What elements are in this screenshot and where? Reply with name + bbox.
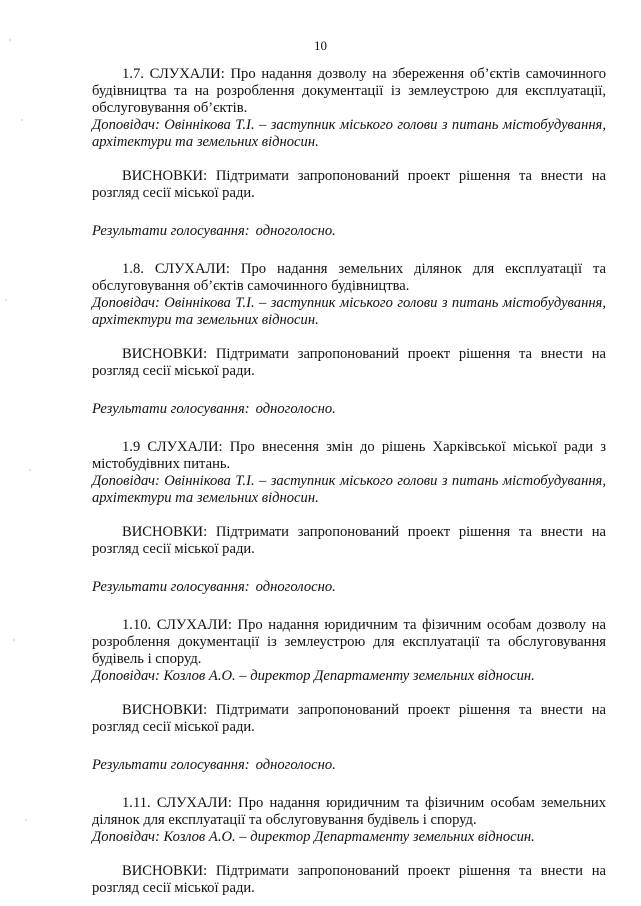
agenda-item-1-9 bbox=[92, 439, 606, 596]
scan-edge-artifact bbox=[0, 0, 44, 906]
vote-label: Результати голосування: bbox=[92, 401, 250, 417]
speaker-line: Доповідач: Козлов А.О. – директор Департаменту земельних відносин. bbox=[92, 829, 535, 845]
agenda-item-1-10 bbox=[92, 617, 606, 774]
vote-label: Результати голосування: bbox=[92, 223, 250, 239]
agenda-item-1-11 bbox=[92, 795, 606, 897]
heard-paragraph: 1.9 СЛУХАЛИ: Про внесення змін до рішень Харківської міської ради з містобудівних питань. bbox=[92, 439, 606, 472]
heard-paragraph: 1.8. СЛУХАЛИ: Про надання земельних ділянок для експлуатації та обслуговування об’єктів самочинного будівництва. bbox=[92, 261, 606, 294]
heard-paragraph: 1.10. СЛУХАЛИ: Про надання юридичним та фізичним особам дозволу на розроблення документації із землеустрою для експлуатації та обслуговування будівель і споруд. bbox=[92, 617, 606, 667]
vote-result: одноголосно. bbox=[255, 757, 336, 773]
conclusion-paragraph: ВИСНОВКИ: Підтримати запропонований проект рішення та внести на розгляд сесії міської ради. bbox=[92, 702, 606, 735]
vote-result-line bbox=[92, 579, 606, 596]
conclusion-paragraph: ВИСНОВКИ: Підтримати запропонований проект рішення та внести на розгляд сесії міської ради. bbox=[92, 346, 606, 379]
vote-label: Результати голосування: bbox=[92, 757, 250, 773]
vote-label: Результати голосування: bbox=[92, 579, 250, 595]
conclusion-paragraph: ВИСНОВКИ: Підтримати запропонований проект рішення та внести на розгляд сесії міської ради. bbox=[92, 168, 606, 201]
document-body bbox=[92, 66, 606, 897]
vote-result: одноголосно. bbox=[255, 401, 336, 417]
conclusion-paragraph: ВИСНОВКИ: Підтримати запропонований проект рішення та внести на розгляд сесії міської ради. bbox=[92, 524, 606, 557]
vote-result-line bbox=[92, 757, 606, 774]
vote-result-line bbox=[92, 401, 606, 418]
speaker-line: Доповідач: Овіннікова Т.І. – заступник міського голови з питань містобудування, архітектури та земельних відносин. bbox=[92, 295, 606, 328]
speaker-line: Доповідач: Козлов А.О. – директор Департаменту земельних відносин. bbox=[92, 668, 535, 684]
agenda-item-1-8 bbox=[92, 261, 606, 418]
vote-result: одноголосно. bbox=[255, 579, 336, 595]
agenda-item-1-7 bbox=[92, 66, 606, 240]
vote-result-line bbox=[92, 223, 606, 240]
conclusion-paragraph: ВИСНОВКИ: Підтримати запропонований проект рішення та внести на розгляд сесії міської ради. bbox=[92, 863, 606, 896]
vote-result: одноголосно. bbox=[255, 223, 336, 239]
heard-paragraph: 1.11. СЛУХАЛИ: Про надання юридичним та фізичним особам земельних ділянок для експлуатації та обслуговування будівель і споруд. bbox=[92, 795, 606, 828]
heard-paragraph: 1.7. СЛУХАЛИ: Про надання дозволу на збереження об’єктів самочинного будівництва та на розроблення документації із землеустрою для експлуатації, обслуговування об’єктів. bbox=[92, 66, 606, 116]
speaker-line: Доповідач: Овіннікова Т.І. – заступник міського голови з питань містобудування, архітектури та земельних відносин. bbox=[92, 473, 606, 506]
page-number: 10 bbox=[314, 38, 327, 53]
speaker-line: Доповідач: Овіннікова Т.І. – заступник міського голови з питань містобудування, архітектури та земельних відносин. bbox=[92, 117, 606, 150]
